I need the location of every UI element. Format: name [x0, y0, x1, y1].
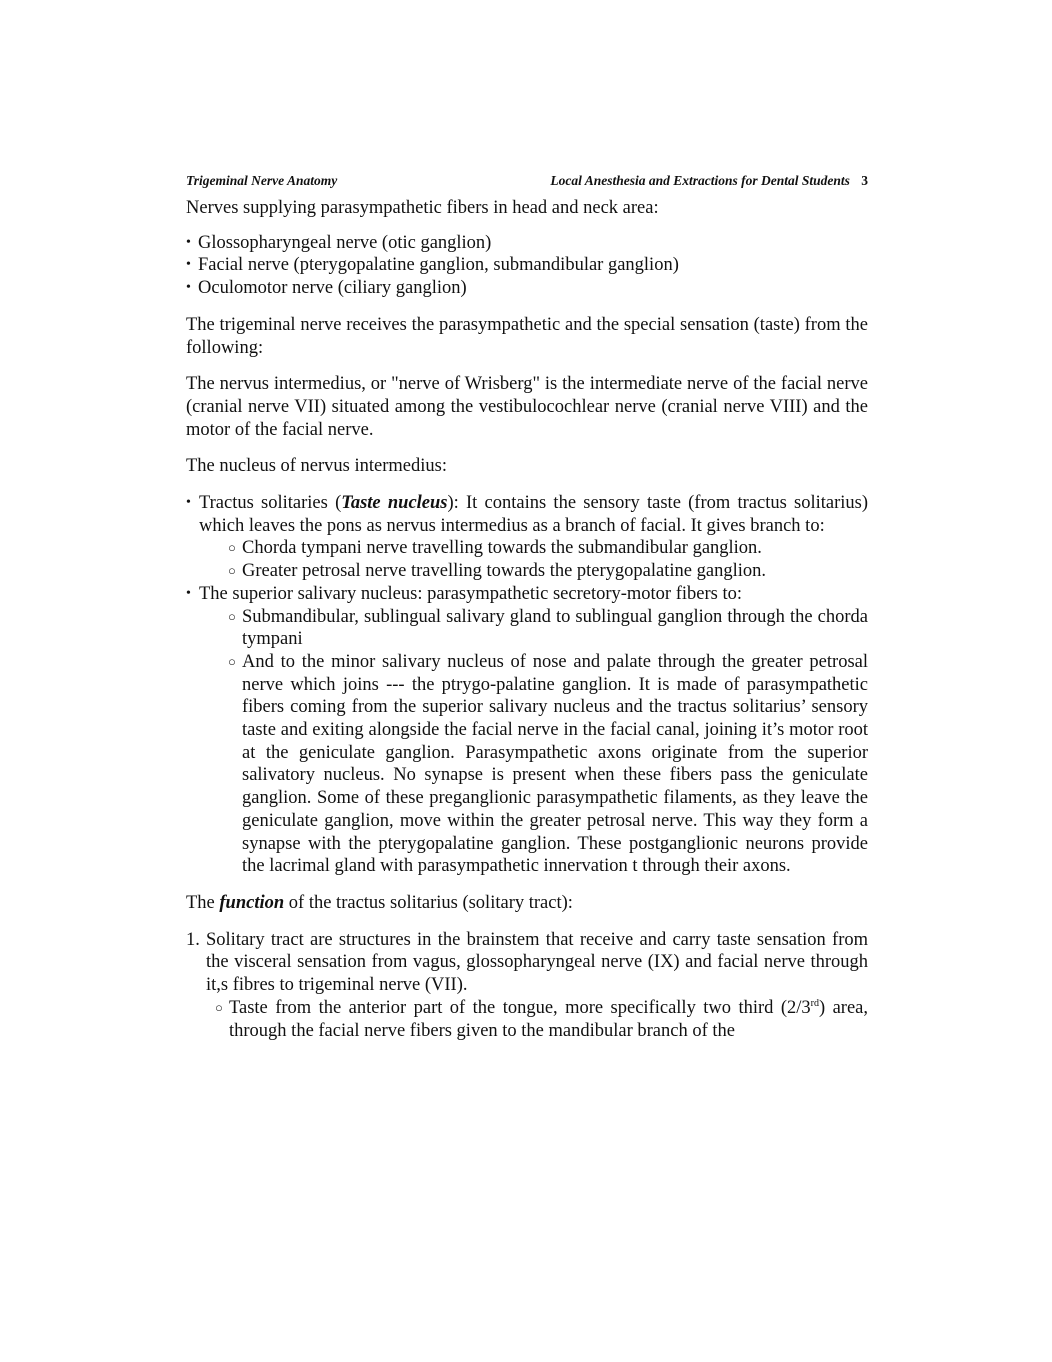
emphasis-function: function: [219, 892, 285, 913]
circle-bullet-icon: ○: [228, 653, 236, 669]
circle-bullet-icon: ○: [228, 563, 236, 579]
bullet-icon: •: [186, 585, 191, 601]
sub-list-item: [228, 606, 868, 651]
list-item: • Oculomotor nerve (ciliary ganglion): [186, 277, 868, 300]
sub-list: [199, 537, 868, 582]
header-book-title: Local Anesthesia and Extractions for Dental Students: [550, 173, 850, 188]
function-list: [186, 929, 868, 1043]
sub-list-item: [215, 997, 868, 1042]
paragraph-nucleus-heading: The nucleus of nervus intermedius:: [186, 456, 447, 477]
item-text: Solitary tract are structures in the brainstem that receive and carry taste sensation from the visceral sensation from vagus, glossopharyngeal nerve (IX) and facial nerve through it,s fibres to trigeminal nerve (VII).: [206, 929, 868, 996]
emphasis-taste-nucleus: Taste nucleus: [341, 493, 448, 514]
page-number: 3: [861, 173, 868, 188]
bullet-icon: •: [186, 495, 191, 511]
numbered-item: [186, 929, 868, 1043]
sub-list: [199, 606, 868, 878]
list-item-tractus-solitaries: [186, 492, 868, 583]
list-item-superior-salivary-nucleus: [186, 583, 868, 878]
item-text: ) area, through the facial nerve fibers given to the mandibular branch of the: [229, 997, 868, 1041]
item-text: Greater petrosal nerve travelling towards the pterygopalatine ganglion.: [242, 561, 766, 582]
item-text: And to the minor salivary nucleus of nose and palate through the greater petrosal nerve which joins --- the ptrygo-palatine ganglion. It is made of parasympathetic fibers coming from the superior salivary nucleus and the tractus solitarius’ sensory taste and exiting alongside the facial nerve in the facial canal, joining it’s motor root at the geniculate ganglion. Parasympathetic axons originate from the superior salivatory nucleus. No synapse is present when these fibers pass the geniculate ganglion. Some of these preganglionic parasympathetic filaments, as they leave the geniculate ganglion, move within the greater petrosal nerve. This way they form a synapse with the pterygopalatine ganglion. These postganglionic neurons provide the lacrimal gland with parasympathetic innervation t through their axons.: [242, 651, 868, 877]
item-text: Chorda tympani nerve travelling towards the submandibular ganglion.: [242, 538, 762, 559]
running-header: [186, 170, 868, 192]
paragraph-trigeminal-receives: The trigeminal nerve receives the parasympathetic and the special sensation (taste) from the following:: [186, 314, 868, 358]
header-book-title-group: [550, 170, 868, 192]
heading-text: of the tractus solitarius (solitary tract):: [284, 892, 573, 913]
parasympathetic-nerves-list: [186, 232, 868, 300]
document-page: [186, 170, 868, 1042]
function-heading: [186, 892, 868, 915]
intro-heading: Nerves supplying parasympathetic fibers in head and neck area:: [186, 198, 659, 218]
header-chapter-title: Trigeminal Nerve Anatomy: [186, 173, 338, 188]
list-item: • Facial nerve (pterygopalatine ganglion, submandibular ganglion): [186, 254, 868, 277]
item-text: Submandibular, sublingual salivary gland to sublingual ganglion through the chorda tympani: [242, 606, 868, 650]
sub-list-item: [228, 537, 868, 560]
paragraph-nervus-intermedius: The nervus intermedius, or "nerve of Wrisberg" is the intermediate nerve of the facial nerve (cranial nerve VII) situated among the vestibulocochlear nerve (cranial nerve VIII) and the motor of the facial nerve.: [186, 374, 868, 440]
number-marker: 1.: [186, 929, 200, 950]
item-text: Tractus solitaries (: [199, 493, 342, 514]
sub-list-item: [228, 560, 868, 583]
sub-list: [206, 997, 868, 1042]
superscript-rd: rd: [810, 997, 819, 1009]
item-text: ): It contains the sensory taste (from tractus solitarius) which leaves the pons as nervus intermedius as a branch of facial. It gives branch to:: [199, 493, 869, 536]
circle-bullet-icon: ○: [228, 608, 236, 624]
circle-bullet-icon: ○: [228, 540, 236, 556]
item-text: Taste from the anterior part of the tongue, more specifically two third (2/3: [229, 997, 811, 1018]
heading-text: The: [186, 892, 220, 913]
item-text: The superior salivary nucleus: parasympathetic secretory-motor fibers to:: [199, 583, 742, 604]
nucleus-list: [186, 492, 868, 878]
sub-list-item: [228, 651, 868, 878]
list-item: • Glossopharyngeal nerve (otic ganglion): [186, 232, 868, 255]
circle-bullet-icon: ○: [215, 999, 223, 1015]
